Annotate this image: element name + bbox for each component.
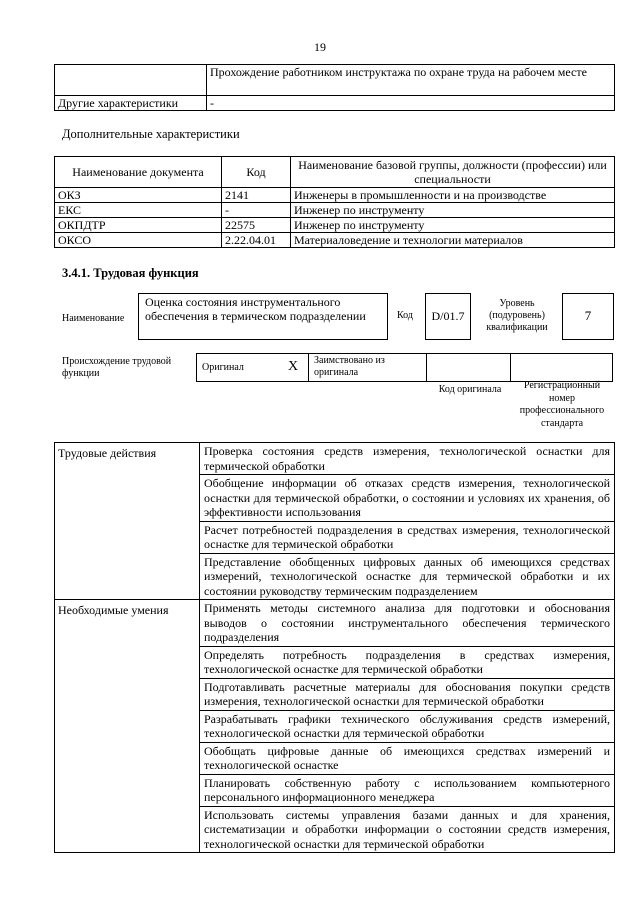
page-number: 19 <box>314 40 326 54</box>
top-table <box>54 64 615 111</box>
table-row <box>55 188 615 203</box>
name-cell: Инженер по инструменту <box>291 218 615 233</box>
level-box <box>562 293 614 340</box>
header-code: Код <box>222 157 291 188</box>
name-box <box>138 293 388 340</box>
code-cell: 22575 <box>222 218 291 233</box>
table-row <box>55 203 615 218</box>
function-table <box>54 442 615 853</box>
header-doc-name: Наименование документа <box>55 157 222 188</box>
doc-cell: ЕКС <box>55 203 222 218</box>
name-label: Наименование <box>62 313 125 324</box>
name-cell: Инженеры в промышленности и на производстве <box>291 188 615 203</box>
code-original-label: Код оригинала <box>438 384 502 395</box>
reg-number-label: Регистрационный номер профессионального стандарта <box>519 380 605 429</box>
list-item: Разрабатывать графики технического обслуживания средств измерений, технологической оснастки для термической обработки <box>200 710 614 742</box>
divider <box>426 353 427 381</box>
additional-table <box>54 156 615 248</box>
list-item: Представление обобщенных цифровых данных об имеющихся средствах измерений, технологической оснастке для термической обработки и их состоянии руководству термическим подразделением <box>200 553 614 600</box>
original-label: Оригинал <box>202 362 244 373</box>
other-characteristics-label: Другие характеристики <box>55 96 207 111</box>
code-value: D/01.7 <box>431 309 465 323</box>
level-value: 7 <box>584 308 592 323</box>
divider <box>612 353 613 381</box>
header-group-name: Наименование базовой группы, должности (профессии) или специальности <box>291 157 615 188</box>
list-item: Обобщать цифровые данные об имеющихся средствах измерений и технологической оснастке <box>200 742 614 774</box>
code-cell: 2.22.04.01 <box>222 233 291 248</box>
code-box <box>425 293 471 340</box>
name-cell: Материаловедение и технологии материалов <box>291 233 615 248</box>
table-row <box>55 218 615 233</box>
level-label: Уровень (подуровень) квалификации <box>486 298 548 333</box>
name-value: Оценка состояния инструментального обеспечения в термическом подразделении <box>145 295 366 323</box>
name-cell: Инженер по инструменту <box>291 203 615 218</box>
list-item: Расчет потребностей подразделения в средствах измерения, технологической оснастке для термической обработки <box>200 521 614 553</box>
skills-label: Необходимые умения <box>55 600 200 853</box>
code-cell: 2141 <box>222 188 291 203</box>
list-item: Проверка состояния средств измерения, технологической оснастки для термической обработки <box>204 444 610 473</box>
list-item: Применять методы системного анализа для подготовки и обоснования выводов о состоянии инструментального обеспечения термического подразделения <box>204 601 610 644</box>
list-item: Обобщение информации об отказах средств измерения, технологической оснастки для термической обработки, о состоянии и условиях их хранения, об эффективности использования <box>200 474 614 521</box>
other-characteristics-value: - <box>207 96 615 111</box>
original-mark: X <box>288 359 299 374</box>
doc-cell: ОКПДТР <box>55 218 222 233</box>
list-item: Определять потребность подразделения в средствах измерения, технологической оснастке для термической обработки <box>200 646 614 678</box>
actions-label: Трудовые действия <box>55 443 200 600</box>
borrowed-label: Заимствовано из оригинала <box>314 355 385 378</box>
code-label: Код <box>397 310 413 321</box>
list-item: Планировать собственную работу с использованием компьютерного персонального информационного менеджера <box>200 774 614 806</box>
code-cell: - <box>222 203 291 218</box>
doc-cell: ОКЗ <box>55 188 222 203</box>
list-item: Подготавливать расчетные материалы для обоснования покупки средств измерения, технологической оснастки для термической обработки <box>200 678 614 710</box>
instruction-text: Прохождение работником инструктажа по охране труда на рабочем месте <box>207 65 615 96</box>
table-row <box>55 233 615 248</box>
divider <box>308 353 309 381</box>
doc-cell: ОКСО <box>55 233 222 248</box>
list-item: Использовать системы управления базами данных и для хранения, систематизации и обработки информации о состоянии средств измерения, технологической оснастки для термической обработки <box>200 806 614 853</box>
section-title: 3.4.1. Трудовая функция <box>62 266 199 280</box>
empty-cell <box>55 65 207 96</box>
origin-label: Происхождение трудовой функции <box>62 356 172 379</box>
divider <box>510 353 511 381</box>
additional-title: Дополнительные характеристики <box>62 127 240 141</box>
